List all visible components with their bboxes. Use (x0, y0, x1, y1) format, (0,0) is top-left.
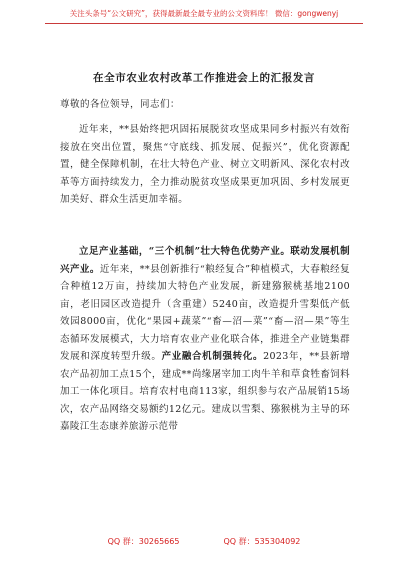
subsection-heading: 产业融合机制强转化。 (161, 351, 264, 362)
salutation: 尊敬的各位领导，同志们： (60, 99, 181, 110)
header-notice: 关注头条号“公文研究”，获得最新最全最专业的公文资料库！ 微信：gongwenyj (69, 9, 339, 18)
footer-qq-group-2: QQ 群：535304092 (223, 537, 301, 546)
subsection-body: 2023年，**县新增农产品初加工点15个，建成**尚缘屠宰加工肉牛羊和草食牲畜饲料加工一体化项目。培育农村电商113家，组织参与农产品展销15场次，农产品网络交易额约12亿元。建成以雪梨、猕猴桃为主导的环嘉陵江生态康养旅游示范带 (60, 351, 350, 432)
footer-qq-group-1: QQ 群：30265665 (107, 537, 180, 546)
header-divider (45, 23, 363, 24)
paragraph-industry (60, 243, 350, 436)
paragraph-intro: 近年来，**县始终把巩固拓展脱贫攻坚成果同乡村振兴有效衔接放在突出位置，聚焦“守底线、抓发展、促振兴”，优化资源配置，健全保障机制，在壮大特色产业、树立文明新风、深化农村改革等方面持续发力，全力推动脱贫攻坚成果更加巩固、乡村发展更加美好、群众生活更加幸福。 (60, 124, 350, 205)
section-body: 近年来，**县创新推行“粮经复合”种植模式，大春粮经复合种植12万亩，持续加大特色产业发展，新建猕猴桃基地2100亩，老旧园区改造提升（含重建）5240亩，改造提升雪梨低产低效园8000亩，优化“果园+蔬菜”“畜—沼—菜”“畜—沼—果”等生态循环发展模式，大力培育农业产业化联合体，推进全产业链集群发展和深度转型升级。 (60, 263, 350, 362)
footer-contacts (0, 536, 408, 547)
section-heading: 立足产业基础，“三个机制”壮大特色优势产业。联动发展机制兴产业。 (60, 246, 350, 275)
document-title: 在全市农业农村改革工作推进会上的汇报发言 (93, 72, 315, 84)
